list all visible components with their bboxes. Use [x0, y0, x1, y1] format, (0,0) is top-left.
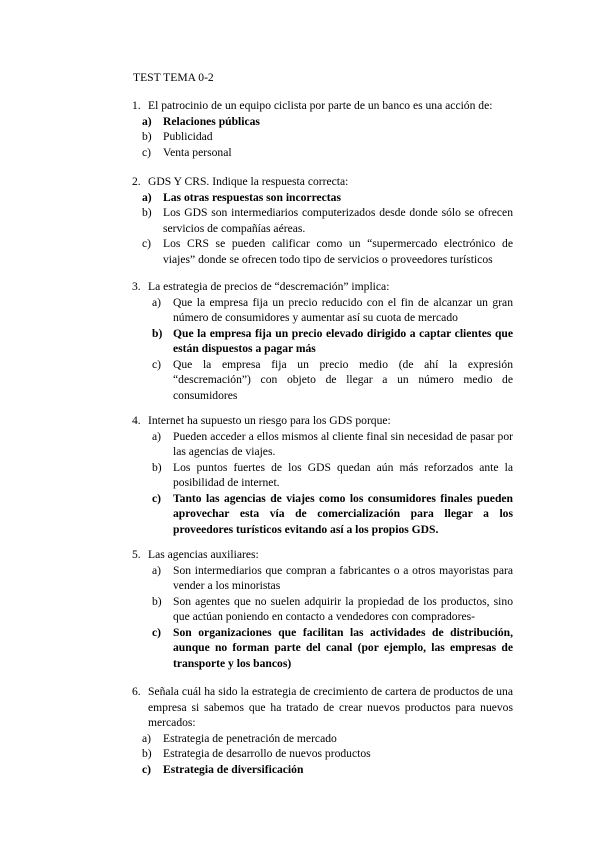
option-letter: c) [142, 145, 152, 159]
option-c [152, 357, 513, 404]
option-letter: c) [142, 762, 152, 776]
option-text: Estrategia de penetración de mercado [163, 731, 337, 745]
question-text: Las agencias auxiliares: [148, 548, 259, 561]
option-c [142, 236, 513, 267]
page-title: TEST TEMA 0-2 [133, 71, 214, 84]
option-letter: b) [142, 747, 152, 760]
option-c [142, 762, 513, 778]
option-text: Son organizaciones que facilitan las actividades de distribución, aunque no forman parte del canal (por ejemplo, las empresas de transporte y los bancos) [173, 625, 513, 670]
option-letter: c) [142, 237, 152, 250]
question-2 [132, 174, 513, 267]
question-number: 4. [132, 414, 141, 427]
option-text: Publicidad [163, 130, 213, 143]
option-letter: a) [152, 429, 162, 443]
option-letter: c) [152, 491, 162, 505]
option-letter: b) [152, 594, 162, 608]
question-text: Internet ha supuesto un riesgo para los GDS porque: [148, 414, 391, 427]
option-text: Son agentes que no suelen adquirir la propiedad de los productos, sino que actúan poniendo en contacto a vendedores con compradores- [173, 594, 513, 623]
option-letter: c) [152, 625, 162, 639]
question-3 [132, 279, 513, 403]
option-letter: c) [152, 357, 162, 371]
question-text: Señala cuál ha sido la estrategia de crecimiento de cartera de productos de una empresa si sabemos que ha tratado de crear nuevos productos para nuevos mercados: [148, 685, 513, 729]
question-4 [132, 413, 513, 537]
option-letter: b) [142, 206, 152, 219]
option-b [152, 460, 513, 491]
option-text: Son intermediarios que compran a fabricantes o a otros mayoristas para vender a los minoristas [173, 563, 513, 592]
question-text: El patrocinio de un equipo ciclista por parte de un banco es una acción de: [148, 99, 493, 112]
question-number: 2. [132, 175, 141, 188]
question-number: 5. [132, 548, 141, 561]
option-text: Venta personal [163, 145, 232, 159]
option-a [142, 190, 513, 206]
option-b [142, 129, 513, 145]
question-text: La estrategia de precios de “descremación” implica: [148, 280, 390, 293]
option-text: Tanto las agencias de viajes como los consumidores finales pueden aprovechar esta vía de comercialización para llegar a los proveedores turísticos evitando así a los propios GDS. [173, 491, 513, 536]
question-5 [132, 547, 513, 671]
option-a [152, 429, 513, 460]
option-text: Relaciones públicas [163, 114, 260, 128]
option-b [142, 746, 513, 762]
option-letter: a) [142, 731, 152, 745]
option-c [152, 625, 513, 672]
option-a [142, 114, 513, 130]
question-number: 6. [132, 685, 141, 698]
option-letter: a) [142, 114, 152, 128]
question-number: 3. [132, 280, 141, 293]
option-a [152, 563, 513, 594]
option-letter: b) [152, 460, 162, 474]
question-number: 1. [132, 99, 141, 112]
option-text: Que la empresa fija un precio reducido con el fin de alcanzar un gran número de consumidores y aumentar así su cuota de mercado [173, 295, 513, 324]
option-letter: a) [152, 563, 162, 577]
option-letter: a) [142, 190, 152, 204]
option-c [142, 145, 513, 161]
option-b [152, 326, 513, 357]
option-text: Estrategia de diversificación [163, 762, 304, 776]
option-text: Las otras respuestas son incorrectas [163, 190, 341, 204]
option-text: Pueden acceder a ellos mismos al cliente final sin necesidad de pasar por las agencias de viajes. [173, 429, 513, 458]
option-text: Que la empresa fija un precio elevado dirigido a captar clientes que están dispuestos a pagar más [173, 326, 513, 355]
option-text: Que la empresa fija un precio medio (de ahí la expresión “descremación”) con objeto de llegar a un número medio de consumidores [173, 357, 513, 402]
option-b [142, 205, 513, 236]
option-a [142, 731, 513, 747]
option-letter: a) [152, 295, 162, 309]
option-a [152, 295, 513, 326]
option-letter: b) [142, 130, 152, 143]
question-text: GDS Y CRS. Indique la respuesta correcta: [148, 175, 349, 188]
option-b [152, 594, 513, 625]
option-text: Estrategia de desarrollo de nuevos productos [163, 747, 371, 760]
option-text: Los GDS son intermediarios computerizados desde donde sólo se ofrecen servicios de compañías aéreas. [163, 206, 513, 235]
option-text: Los CRS se pueden calificar como un “supermercado electrónico de viajes” donde se ofrecen todo tipo de servicios o proveedores turísticos [163, 237, 513, 266]
question-6 [132, 684, 513, 777]
question-1 [132, 98, 513, 160]
option-c [152, 491, 513, 538]
option-letter: b) [152, 326, 163, 340]
option-text: Los puntos fuertes de los GDS quedan aún más reforzados ante la posibilidad de internet. [173, 460, 513, 489]
